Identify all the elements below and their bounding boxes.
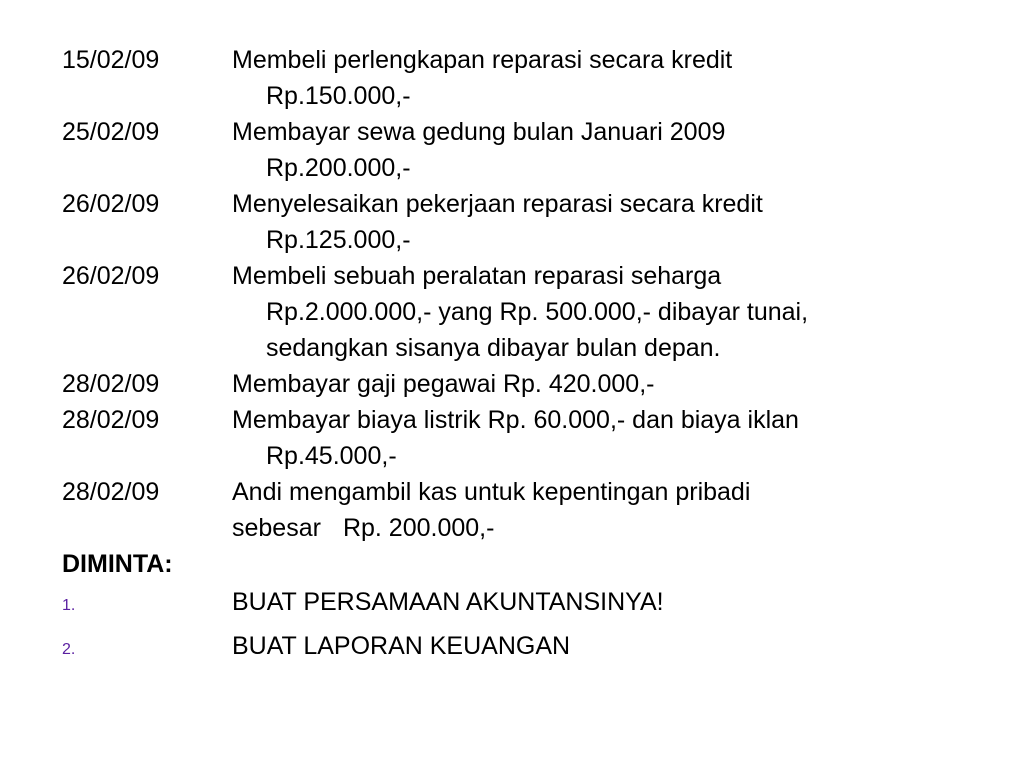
task-item bbox=[62, 626, 962, 670]
task-text: BUAT LAPORAN KEUANGAN bbox=[232, 632, 571, 660]
description-line: Menyelesaikan pekerjaan reparasi secara kredit bbox=[232, 190, 763, 218]
transaction-date: 26/02/09 bbox=[62, 262, 160, 290]
transaction-entry bbox=[62, 366, 962, 402]
transaction-entry bbox=[62, 42, 962, 114]
description-line: Membeli sebuah peralatan reparasi seharga bbox=[232, 262, 722, 290]
description-line: Membayar biaya listrik Rp. 60.000,- dan biaya iklan bbox=[232, 406, 799, 434]
transaction-date: 28/02/09 bbox=[62, 406, 160, 434]
description-amount: Rp.150.000,- bbox=[266, 82, 411, 110]
description-amount: Rp.45.000,- bbox=[266, 442, 397, 470]
transaction-entry bbox=[62, 474, 962, 546]
transaction-date: 28/02/09 bbox=[62, 370, 160, 398]
section-heading: DIMINTA: bbox=[62, 550, 173, 578]
description-amount: Rp.200.000,- bbox=[266, 154, 411, 182]
transaction-description bbox=[232, 186, 962, 258]
slide-content bbox=[62, 42, 962, 670]
transaction-date: 25/02/09 bbox=[62, 118, 160, 146]
description-line: Membayar gaji pegawai Rp. 420.000,- bbox=[232, 370, 655, 398]
transaction-description bbox=[232, 42, 962, 114]
description-line: Andi mengambil kas untuk kepentingan pribadi bbox=[232, 478, 751, 506]
description-line: sedangkan sisanya dibayar bulan depan. bbox=[266, 334, 721, 362]
description-amount: Rp.125.000,- bbox=[266, 226, 411, 254]
transaction-description bbox=[232, 366, 962, 402]
transaction-date: 28/02/09 bbox=[62, 478, 160, 506]
transaction-entry bbox=[62, 114, 962, 186]
transaction-entry bbox=[62, 402, 962, 474]
description-amount: Rp. 200.000,- bbox=[342, 514, 495, 542]
transaction-entry bbox=[62, 186, 962, 258]
task-number: 1. bbox=[62, 597, 76, 614]
description-line: Membeli perlengkapan reparasi secara kredit bbox=[232, 46, 733, 74]
description-word: sebesar bbox=[232, 514, 321, 542]
task-item bbox=[62, 582, 962, 626]
description-line: Membayar sewa gedung bulan Januari 2009 bbox=[232, 118, 726, 146]
task-text: BUAT PERSAMAAN AKUNTANSINYA! bbox=[232, 588, 664, 616]
transaction-description bbox=[232, 114, 962, 186]
transaction-entry bbox=[62, 258, 962, 366]
transaction-date: 26/02/09 bbox=[62, 190, 160, 218]
task-number: 2. bbox=[62, 641, 76, 658]
transaction-date: 15/02/09 bbox=[62, 46, 160, 74]
transaction-description bbox=[232, 258, 962, 366]
transaction-description bbox=[232, 402, 962, 474]
description-line: Rp.2.000.000,- yang Rp. 500.000,- dibayar tunai, bbox=[266, 298, 809, 326]
description-line bbox=[232, 510, 962, 546]
transaction-description bbox=[232, 474, 962, 546]
